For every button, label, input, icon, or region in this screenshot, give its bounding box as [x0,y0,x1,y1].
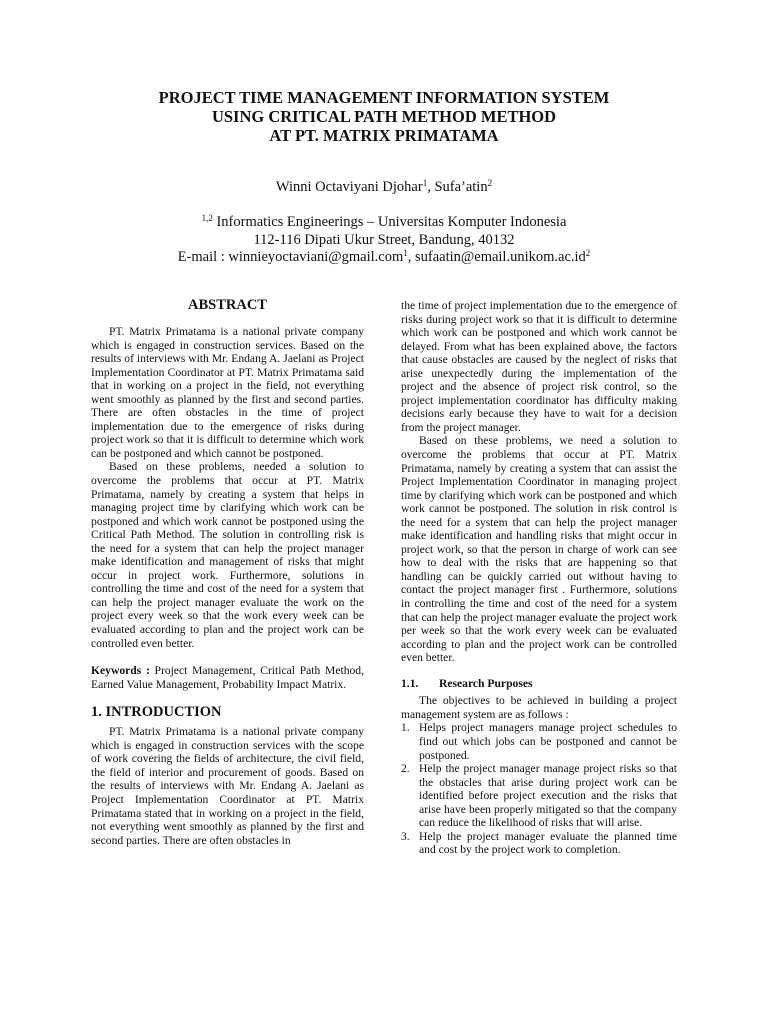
author-1-sup: 1 [422,178,428,188]
author-2-sup: 2 [487,178,493,188]
list-item-text: Help the project manager manage project risks so that the obstacles that arise during project work can be identified before project execution and the risks that arise have been properly mitigated so that the company can reduce the likelihood of risks that will arise. [419,762,677,830]
section-title: Research Purposes [439,676,533,690]
email-1-sup: 1 [403,248,408,258]
introduction-paragraph-2: Based on these problems, we need a solution to overcome the problems that occur at PT. Matrix Primatama, namely by creating a system that can assist the Project Implementation Coordinator in managing project time by clarifying which work can be postponed and which work cannot be postponed. The solution in risk control is the need for a system that can help the project manager make identification and handling risks that might occur in project work, so that the person in charge of work can see how to deal with the risks that are happening so that handling can be quickly carried out without having to contact the project manager first . Furthermore, solutions in controlling the time and cost of the need for a system that can help the project manager evaluate the project work per week so that the work every week can be evaluated according to plan and the project work can be controlled even better. [401,434,677,665]
abstract-paragraph-2: Based on these problems, needed a solution to overcome the problems that occur at PT. Matrix Primatama, namely by creating a system that helps in managing project time by clarifying which work can be postponed and which work cannot be postponed using the Critical Path Method. The solution in controlling risk is the need for a system that can help the project manager make identification and management of risks that might occur in project work. Furthermore, solutions in controlling the time and cost of the need for a system that can help the project manager evaluate the work on the project every week so that the work every week can be evaluated according to plan and the project work can be controlled even better. [91,460,364,650]
affiliation-block [0,214,768,267]
section-number: 1.1. [401,676,419,690]
abstract-heading: ABSTRACT [188,297,267,313]
abstract-paragraph-1: PT. Matrix Primatama is a national private company which is engaged in construction services. Based on the results of interviews with Mr. Endang A. Jaelani as Project Implementation Coordinator at PT. Matrix Primatama said that in working on a project in the field, not everything went smoothly as planned by the first and second parties. There are often obstacles in the time of project implementation due to the emergence of risks during project work so that it is difficult to determine which work can be postponed and which cannot be postponed. [91,325,364,460]
list-item-text: Helps project managers manage project schedules to find out which jobs can be postponed and cannot be postponed. [419,721,677,762]
email-1: E-mail : winnieyoctaviani@gmail.com [177,249,404,265]
institution: Informatics Engineerings – Universitas Komputer Indonesia [212,214,567,230]
list-item-text: Help the project manager evaluate the planned time and cost by the project work to completion. [419,829,677,857]
email-2-sup: 2 [585,248,591,258]
title-line-3: AT PT. MATRIX PRIMATAMA [269,126,499,145]
research-purposes-intro: The objectives to be achieved in building a project management system are as follows : [401,694,677,721]
right-column [401,299,677,857]
author-line [0,179,768,196]
institution-line [0,214,768,232]
list-item-number: 1. [401,721,410,735]
list-item [401,721,677,762]
paper-title [0,88,768,145]
address-line: 112-116 Dipati Ukur Street, Bandung, 40132 [253,231,515,248]
email-2: , sufaatin@email.unikom.ac.id [407,249,586,265]
email-line [0,249,768,267]
author-separator: , [427,179,435,195]
introduction-heading: 1. INTRODUCTION [91,704,222,721]
list-item-number: 3. [401,829,410,843]
introduction-paragraph-1: PT. Matrix Primatama is a national private company which is engaged in construction services with the scope of work covering the fields of architecture, the civil field, the field of interior and procurement of goods. Based on the results of interviews with Mr. Endang A. Jaelani as Project Implementation Coordinator at PT. Matrix Primatama stated that in working on a project in the field, not everything went smoothly as planned by the first and second parties. There are often obstacles in [91,725,364,847]
research-purposes-heading [401,677,677,691]
list-item [401,830,677,857]
introduction-paragraph-1-continued: the time of project implementation due to the emergence of risks during project work so that it is difficult to determine which work can be postponed and which work cannot be delayed. From what has been explained above, the factors that cause obstacles are caused by the neglect of risks that arise unexpectedly during the implementation of the project and the absence of project risk control, so the project implementation coordinator has difficulty making decisions early because they have to wait for a decision from the project manager. [401,299,677,434]
objectives-list [401,721,677,856]
title-line-1: PROJECT TIME MANAGEMENT INFORMATION SYSTEM [158,88,610,107]
title-line-2: USING CRITICAL PATH METHOD METHOD [211,107,557,126]
author-1: Winni Octaviyani Djohar [275,179,423,195]
keywords-label: Keywords : [91,664,150,678]
list-item-number: 2. [401,762,410,776]
author-2: Sufa’atin [434,179,488,195]
left-column [91,296,364,847]
institution-sup: 1,2 [201,213,213,223]
keywords-text: Project Management, Critical Path Method, Earned Value Management, Probability Impact Matrix. [91,664,364,691]
list-item [401,762,677,830]
keywords [91,664,364,691]
